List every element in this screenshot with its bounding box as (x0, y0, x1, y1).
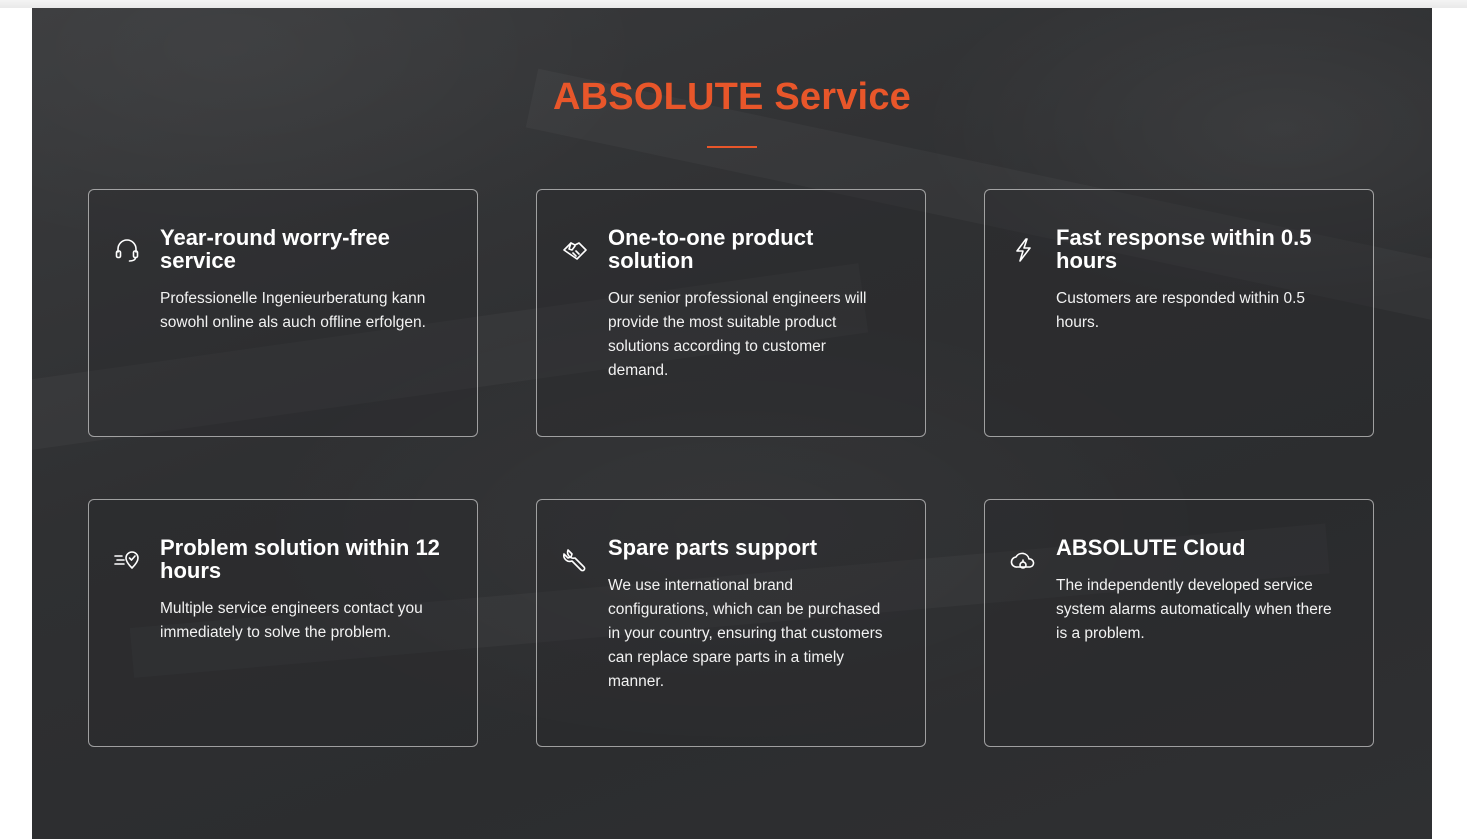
card-title: Spare parts support (608, 535, 818, 560)
service-section (32, 8, 1432, 839)
service-card-problem-solution (88, 499, 478, 747)
title-underline (707, 146, 757, 148)
card-title: Problem solution within 12 hours (160, 535, 440, 583)
lightning-icon (1009, 236, 1037, 264)
card-description: Our senior professional engineers will provide the most suitable product solutions according to customer demand. (608, 290, 867, 379)
service-card-year-round (88, 189, 478, 437)
card-title: ABSOLUTE Cloud (1056, 535, 1246, 560)
fast-location-icon (113, 546, 141, 574)
headset-icon (113, 236, 141, 264)
wrench-icon (561, 546, 589, 574)
card-title: Fast response within 0.5 hours (1056, 225, 1312, 273)
card-description: Multiple service engineers contact you immediately to solve the problem. (160, 600, 423, 641)
service-card-one-to-one (536, 189, 926, 437)
card-description: The independently developed service system alarms automatically when there is a problem. (1056, 577, 1332, 642)
card-description: Customers are responded within 0.5 hours. (1056, 290, 1305, 331)
section-title: ABSOLUTE Service (553, 76, 911, 118)
card-description: Professionelle Ingenieurberatung kann sowohl online als auch offline erfolgen. (160, 290, 426, 331)
card-title: Year-round worry-free service (160, 225, 390, 273)
service-card-spare-parts (536, 499, 926, 747)
card-title: One-to-one product solution (608, 225, 814, 273)
service-card-cloud (984, 499, 1374, 747)
cloud-icon (1009, 546, 1037, 574)
service-card-fast-response (984, 189, 1374, 437)
card-description: We use international brand configurations, which can be purchased in your country, ensuring that customers can replace spare parts in a timely manner. (608, 577, 883, 690)
top-strip (0, 0, 1467, 8)
handshake-icon (561, 236, 589, 264)
